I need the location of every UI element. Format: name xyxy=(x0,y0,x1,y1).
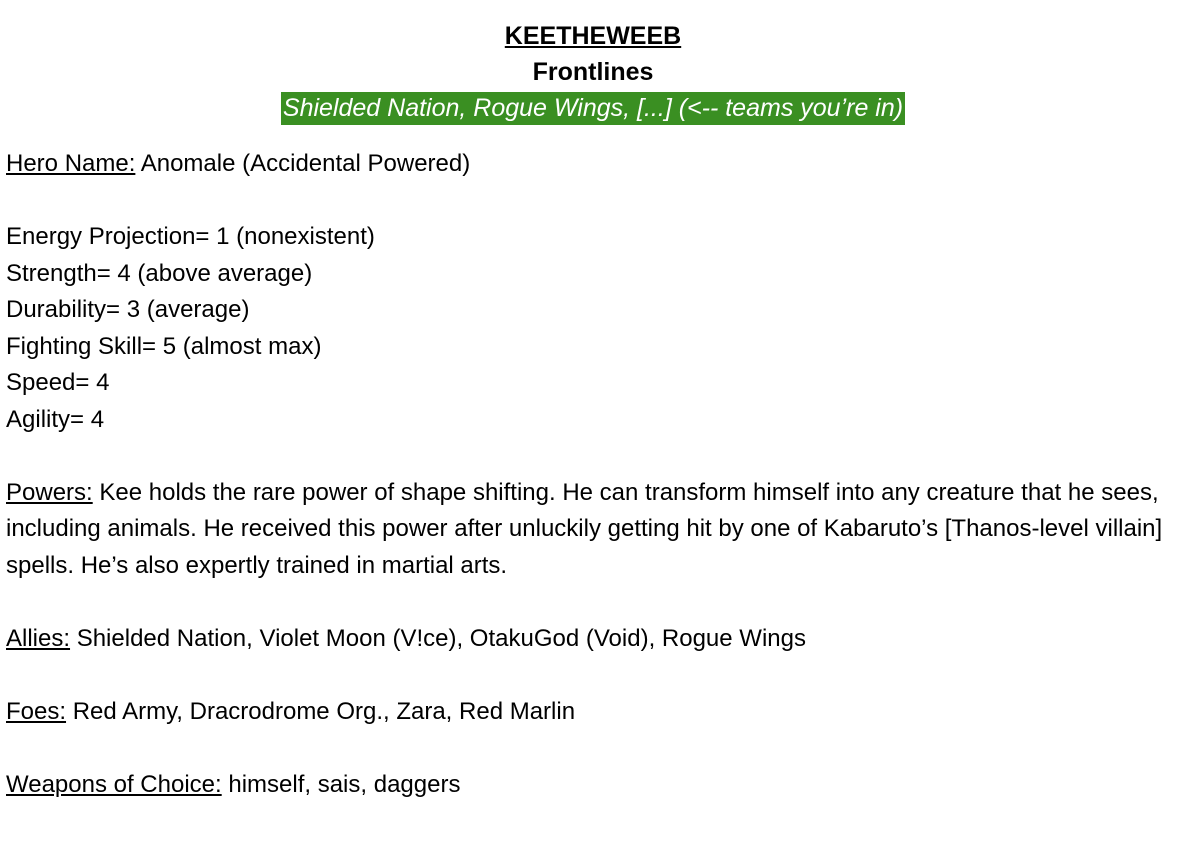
allies-label: Allies: xyxy=(6,624,71,652)
hero-name-line xyxy=(6,146,1180,183)
weapons-value: himself, sais, daggers xyxy=(221,770,461,798)
stat-speed: Speed= 4 xyxy=(6,369,110,396)
spacer xyxy=(6,438,1180,475)
hero-name-label: Hero Name: xyxy=(6,150,136,177)
stats-list xyxy=(6,219,1180,438)
stat-energy-projection: Energy Projection= 1 (nonexistent) xyxy=(6,223,375,250)
weapons-label: Weapons of Choice: xyxy=(6,770,222,798)
stat-fighting-skill: Fighting Skill= 5 (almost max) xyxy=(6,332,322,360)
spacer xyxy=(6,584,1180,621)
stat-agility: Agility= 4 xyxy=(6,405,105,433)
powers-label: Powers: xyxy=(6,478,93,506)
powers-text: Kee holds the rare power of shape shifting. He can transform himself into any creature that he sees, including animals. He received this power after unluckily getting hit by one of Kabaruto’s [Thanos-level villain] spells. He’s also expertly trained in martial arts. xyxy=(6,478,1163,579)
weapons-line xyxy=(6,767,1180,804)
spacer xyxy=(6,183,1180,220)
spacer xyxy=(6,657,1180,694)
foes-line xyxy=(6,694,1180,731)
teams-highlight: Shielded Nation, Rogue Wings, [...] (<-- teams you’re in) xyxy=(281,92,905,125)
document-body xyxy=(6,146,1180,803)
allies-line xyxy=(6,621,1180,658)
stat-strength: Strength= 4 (above average) xyxy=(6,259,313,287)
spacer xyxy=(6,730,1180,767)
foes-value: Red Army, Dracrodrome Org., Zara, Red Marlin xyxy=(66,697,576,725)
document-title: KEETHEWEEB xyxy=(504,22,682,50)
hero-name-value: Anomale (Accidental Powered) xyxy=(135,150,471,177)
allies-value: Shielded Nation, Violet Moon (V!ce), OtakuGod (Void), Rogue Wings xyxy=(70,624,806,652)
foes-label: Foes: xyxy=(6,697,67,725)
powers-paragraph xyxy=(6,475,1180,585)
document-header xyxy=(6,18,1180,126)
document-subtitle: Frontlines xyxy=(532,58,654,86)
stat-durability: Durability= 3 (average) xyxy=(6,296,250,323)
